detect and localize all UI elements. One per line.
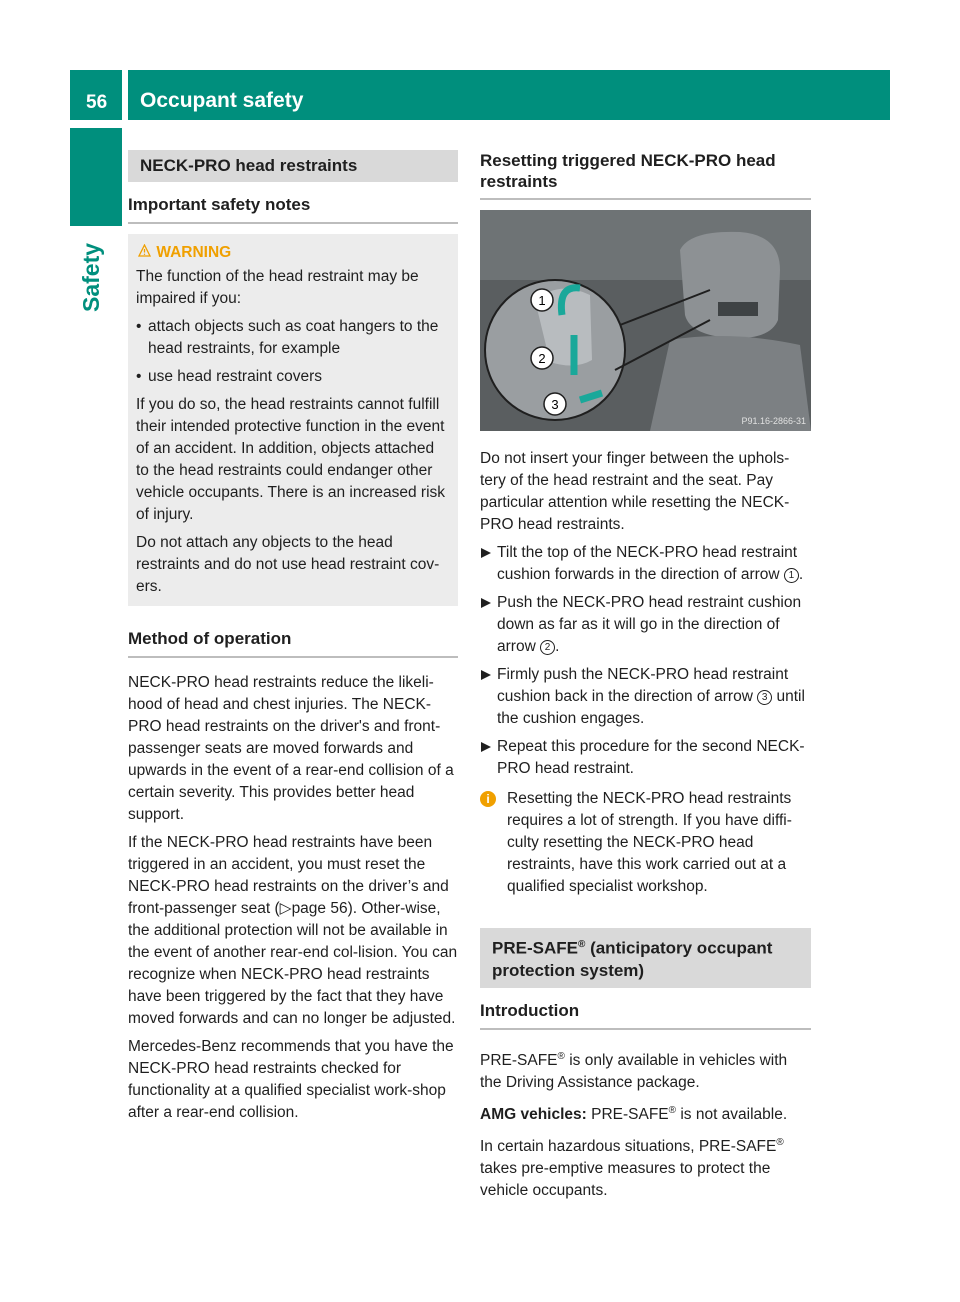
- caution-paragraph: Do not insert your finger between the uphols-tery of the head restraint and the seat. Pay particular attention while resetting the NECK-PRO head restraints.: [480, 450, 790, 533]
- step-item: Push the NECK-PRO head restraint cushion down as far as it will go in the direction of arrow 2 .: [480, 592, 811, 658]
- warning-box: [128, 234, 458, 606]
- headrestraint-illustration: [480, 210, 811, 431]
- side-label: Safety: [78, 242, 104, 312]
- section-header: [128, 70, 890, 120]
- warning-title: WARNING: [136, 242, 450, 264]
- image-code: P91.16-2866-31: [741, 416, 806, 426]
- right-column: [480, 150, 811, 1208]
- method-paragraph: NECK-PRO head restraints reduce the likeli-hood of head and chest injuries. The NECK-PRO head restraints on the driver's and front-passenger seats are moved forwards and upwards in the event of a rear-end collision of a certain severity. This provides better head support.: [128, 674, 454, 823]
- introduction-heading: Introduction: [480, 1000, 811, 1030]
- warning-paragraph: Do not attach any objects to the head restraints and do not use head restraint cov-ers.: [136, 534, 440, 595]
- page-number-box: [70, 70, 122, 120]
- warning-bullet: • attach objects such as coat hangers to the head restraints, for example: [136, 316, 450, 360]
- info-icon: i: [480, 791, 496, 807]
- warning-intro: The function of the head restraint may be impaired if you:: [136, 268, 419, 307]
- amg-paragraph: AMG vehicles: PRE-SAFE® is not available.: [480, 1104, 788, 1123]
- method-heading: Method of operation: [128, 628, 458, 658]
- side-tab: [70, 128, 122, 226]
- callout-3: 3: [551, 397, 559, 412]
- page-number: 56: [86, 92, 108, 113]
- important-heading: Important safety notes: [128, 194, 458, 224]
- reset-heading: Resetting triggered NECK-PRO head restraints: [480, 150, 811, 200]
- callout-2: 2: [538, 351, 546, 366]
- intro-paragraph: In certain hazardous situations, PRE-SAFE® takes pre-emptive measures to protect the vehicle occupants.: [480, 1136, 784, 1200]
- warning-bullet: • use head restraint covers: [136, 366, 450, 388]
- presafe-heading: PRE-SAFE® (anticipatory occupant protection system): [480, 928, 811, 988]
- method-paragraph: Mercedes-Benz recommends that you have the NECK-PRO head restraints checked for functionality at a qualified specialist work-shop after a rear-end collision.: [128, 1038, 454, 1121]
- method-paragraph: If the NECK-PRO head restraints have been triggered in an accident, you must reset the NECK-PRO head restraints on the driver’s and front-passenger seat (▷page 56). Other-wise, the additional protection will not be available in the event of another rear-end col-lision. You can recognize when NECK-PRO head restraints have been triggered by the fact that they have moved forwards and can no longer be adjusted.: [128, 834, 458, 1027]
- warning-paragraph: If you do so, the head restraints cannot fulfill their intended protective function in the event of an accident. In addition, objects attached to the head restraints could endanger other vehicle occupants. There is an increased risk of injury.: [136, 396, 446, 523]
- page-ref-link[interactable]: page 56: [291, 900, 348, 917]
- step-item: Firmly push the NECK-PRO head restraint cushion back in the direction of arrow 3 until the cushion engages.: [480, 664, 811, 730]
- left-column: [128, 150, 458, 1130]
- intro-paragraph: PRE-SAFE® is only available in vehicles with the Driving Assistance package.: [480, 1050, 788, 1091]
- neck-pro-heading: NECK-PRO head restraints: [128, 150, 458, 182]
- step-item: Repeat this procedure for the second NECK-PRO head restraint.: [480, 736, 811, 780]
- section-title: Occupant safety: [140, 89, 304, 112]
- page-ref-arrow-icon: ▷: [279, 900, 292, 917]
- step-item: Tilt the top of the NECK-PRO head restraint cushion forwards in the direction of arrow 1 .: [480, 542, 811, 586]
- warning-icon: [136, 242, 152, 264]
- callout-1: 1: [538, 293, 546, 308]
- info-note: i Resetting the NECK-PRO head restraints requires a lot of strength. If you have diffi-culty resetting the NECK-PRO head restraints, have this work carried out at a qualified specialist workshop.: [480, 788, 811, 898]
